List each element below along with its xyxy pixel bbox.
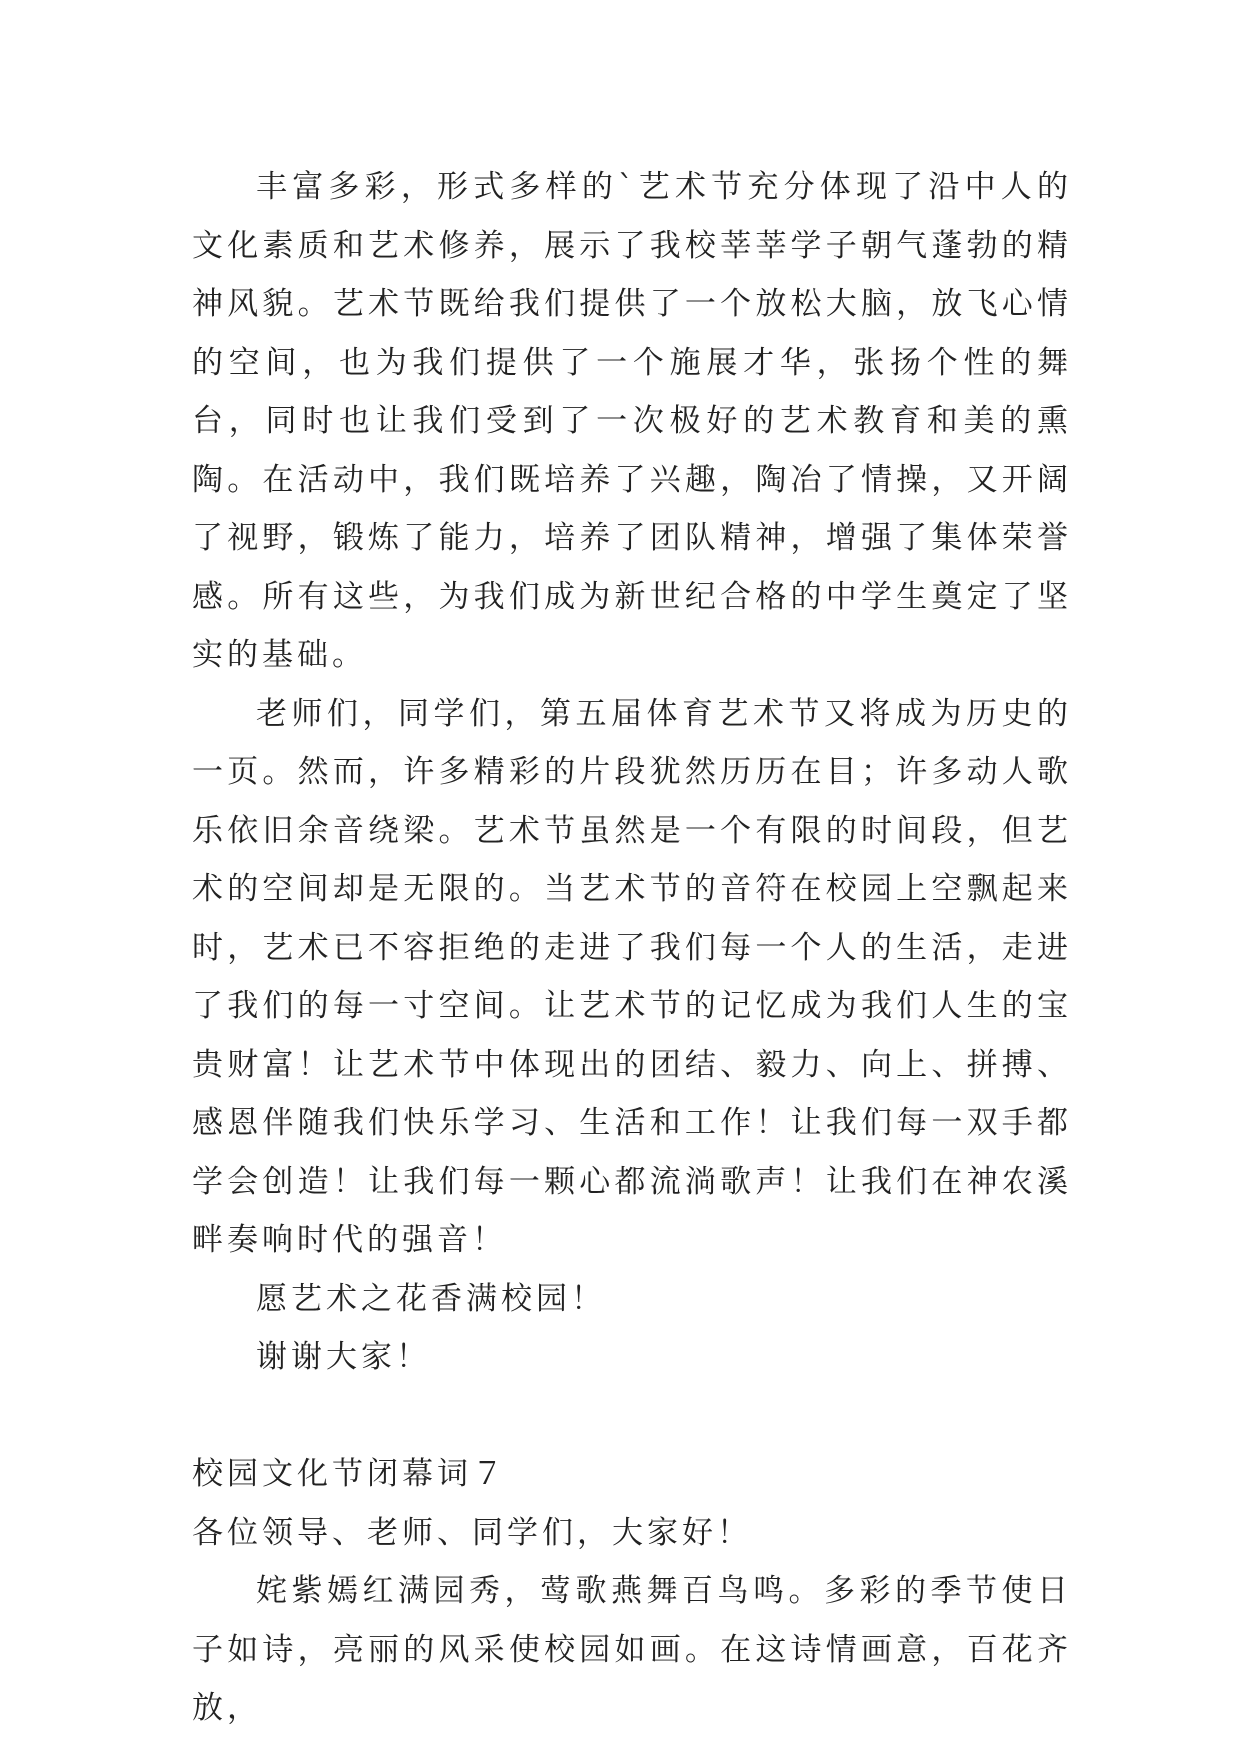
document-body <box>192 158 1072 1738</box>
greeting-line: 各位领导、老师、同学们，大家好！ <box>192 1514 752 1551</box>
paragraph-wish: 愿艺术之花香满校园！ <box>256 1280 606 1317</box>
paragraph-farewell: 老师们，同学们，第五届体育艺术节又将成为历史的一页。然而，许多精彩的片段犹然历历在目；许多动人歌乐依旧余音绕梁。艺术节虽然是一个有限的时间段，但艺术的空间却是无限的。当艺术节的音符在校园上空飘起来时，艺术已不容拒绝的走进了我们每一个人的生活，走进了我们的每一寸空间。让艺术节的记忆成为我们人生的宝贵财富！让艺术节中体现出的团结、毅力、向上、拼搏、感恩伴随我们快乐学习、生活和工作！让我们每一双手都学会创造！让我们每一颗心都流淌歌声！让我们在神农溪畔奏响时代的强音！ <box>192 695 1072 1258</box>
section-spacer <box>192 1387 1072 1446</box>
paragraph-thanks: 谢谢大家！ <box>256 1339 431 1375</box>
paragraph-opening: 姹紫嫣红满园秀，莺歌燕舞百鸟鸣。多彩的季节使日子如诗，亮丽的风采使校园如画。在这诗情画意，百花齐放， <box>192 1573 1072 1726</box>
paragraph-art-festival-summary: 丰富多彩，形式多样的`艺术节充分体现了沿中人的文化素质和艺术修养，展示了我校莘莘学子朝气蓬勃的精神风貌。艺术节既给我们提供了一个放松大脑，放飞心情的空间，也为我们提供了一个施展才华，张扬个性的舞台，同时也让我们受到了一次极好的艺术教育和美的熏陶。在活动中，我们既培养了兴趣，陶冶了情操，又开阔了视野，锻炼了能力，培养了团队精神，增强了集体荣誉感。所有这些，为我们成为新世纪合格的中学生奠定了坚实的基础。 <box>192 169 1072 673</box>
section-title: 校园文化节闭幕词７ <box>192 1456 507 1492</box>
